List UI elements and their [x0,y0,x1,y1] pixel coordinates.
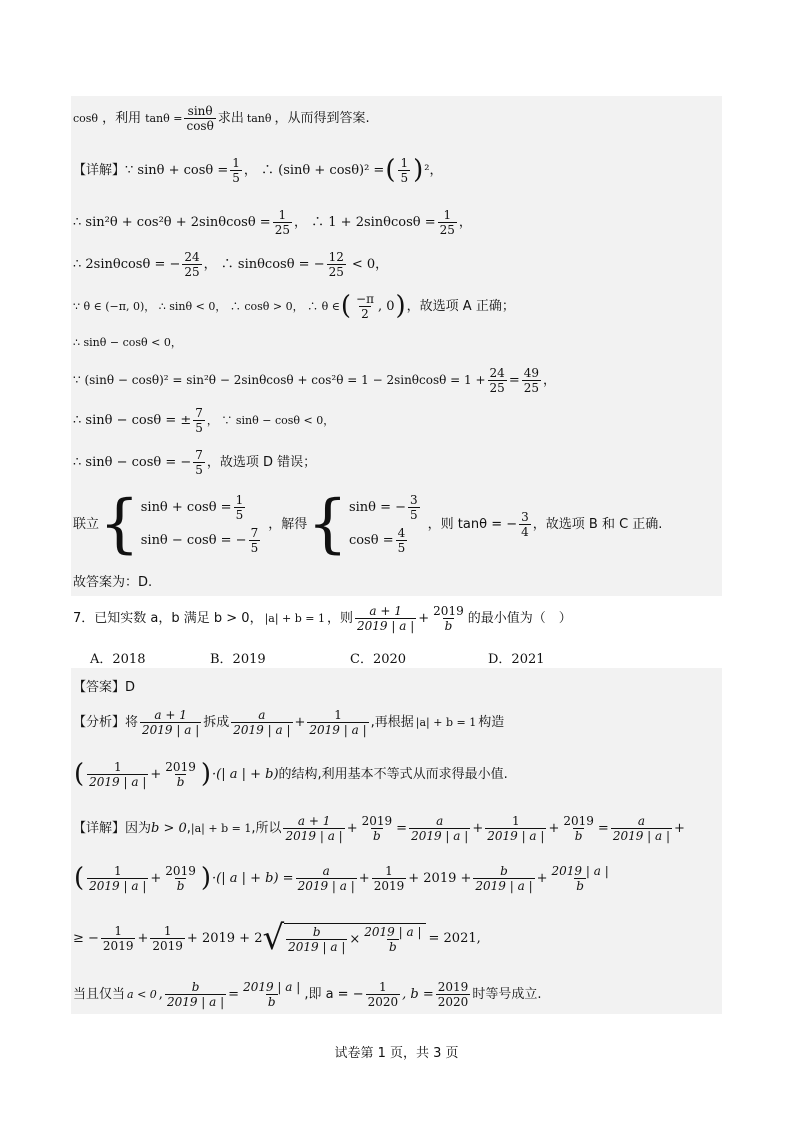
option-c[interactable]: C．2020 [350,652,407,667]
sol7-detail-line3: ≥ − $\frac{1}{2019}$ + $\frac{1}{2019}$ + 2019 + 2 √ $\frac{b}{2019 | a |}$ × $\frac{2019 | a |}{b}$ = 2021, [73,918,481,958]
sol6-line5: ∵ θ ∈ (−π, 0)， ∴ sinθ < 0， ∴ cosθ > 0， ∴ θ ∈ ( $\frac{-\pi}{2}$ , 0 ) ，故选项 A 正确； [73,291,515,321]
sol6-line2: 【详解】 ∵ sinθ + cosθ = $\frac{1}{5}$ ， ∴ (sinθ + cosθ)² = ( $\frac{1}{5}$ ) ²， [73,155,443,185]
sol6-line3: ∴ sin²θ + cos²θ + 2sinθcosθ = $\frac{1}{25}$ ， ∴ 1 + 2sinθcosθ = $\frac{1}{25}$ ， [73,207,472,237]
sol7-answer: 【答案】D [73,679,136,695]
option-a[interactable]: A．2018 [90,652,146,667]
sol7-detail-line1: 【详解】因为 b > 0 , |a| + b = 1 ,所以 $\frac{a + 1}{2019 | a |}$ + $\frac{2019}{b}$ = $\frac{a}{2019 | a |}$ + $\frac{1}{2019 | a |}$ + $\frac{2019}{b}$ = $\frac{a}{2019 | a |}$ + [73,813,685,843]
sol7-analysis-line1: 【分析】将 $\frac{a + 1}{2019 | a |}$ 拆成 $\frac{a}{2019 | a |}$ + $\frac{1}{2019 | a |}$ ,再根据 |a| + b = 1 构造 [73,707,505,737]
sol6-line4: ∴ 2sinθcosθ = − $\frac{24}{25}$ ， ∴ sinθcosθ = − $\frac{12}{25}$ < 0， [73,249,389,279]
sol6-final-answer: 故答案为：D. [73,574,153,590]
sol6-line6: ∴ sinθ − cosθ < 0， [73,335,182,349]
option-b[interactable]: B．2019 [210,652,266,667]
option-d[interactable]: D．2021 [488,652,545,667]
sol6-line9: ∴ sinθ − cosθ = − $\frac{7}{5}$ ，故选项 D 错误； [73,447,317,477]
sol6-line1: cosθ ，利用 tanθ = $\frac{\sin\theta}{\cos\theta}$ 求出 tanθ ，从而得到答案. [73,103,370,133]
sol6-line7: ∵ (sinθ − cosθ)² = sin²θ − 2sinθcosθ + cos²θ = 1 − 2sinθcosθ = 1 + $\frac{24}{25}$ = $\frac{49}{25}$ ， [73,365,557,395]
sol7-detail-line2: ( $\frac{1}{2019 | a |}$ + $\frac{2019}{b}$ ) ·(| a | + b) = $\frac{a}{2019 | a |}$ + $\frac{1}{2019}$ + 2019 + $\frac{b}{2019 | a |}$ + $\frac{2019 | a |}{b}$ [74,863,609,893]
sol7-detail-line4: 当且仅当 a < 0 , $\frac{b}{2019 | a |}$ = $\frac{2019 | a |}{b}$ ,即 a = − $\frac{1}{2020}$ , b = $\frac{2019}{2020}$ 时等号成立. [73,979,542,1009]
sol6-line10: 联立 { sinθ + cosθ = $\frac{1}{5}$ sinθ − cosθ = − $\frac{7}{5}$ ，解得 { sinθ = − $\frac{3}{5}$ cosθ = $\frac{4}{5}$ ，则 tanθ = − $\frac{3}{4}$ ，故选项 B 和 C 正确. [73,487,663,561]
sol7-analysis-line2: ( $\frac{1}{2019 | a |}$ + $\frac{2019}{b}$ ) ·(| a | + b) 的结构,利用基本不等式从而求得最小值. [74,759,508,789]
page-footer: 试卷第 1 页，共 3 页 [334,1046,459,1061]
sol6-line8: ∴ sinθ − cosθ = ± $\frac{7}{5}$ ， ∵ sinθ − cosθ < 0， [73,405,335,435]
question7-stem: 7．已知实数 a，b 满足 b > 0， |a| + b = 1 ，则 $\frac{a + 1}{2019 | a |}$ + $\frac{2019}{b}$ 的最小值为（ ） [73,603,572,633]
